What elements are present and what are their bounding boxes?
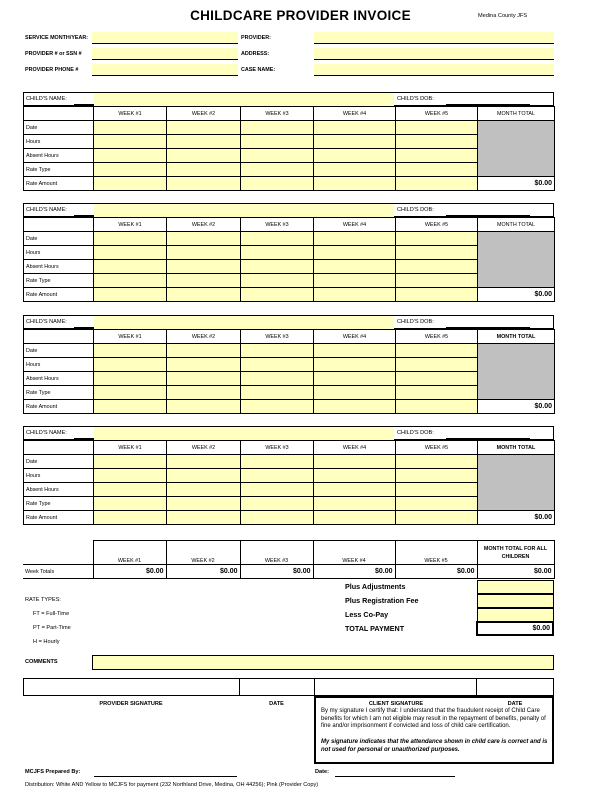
child-name-field[interactable]	[94, 316, 394, 329]
absent-hours-cell[interactable]	[94, 149, 167, 163]
week-4-header: WEEK #4	[314, 218, 396, 232]
row-label-hours: Hours	[24, 135, 94, 149]
rate-type-cell[interactable]	[167, 386, 241, 400]
week-2-header: WEEK #2	[167, 218, 241, 232]
absent-hours-cell[interactable]	[314, 372, 396, 386]
row-label-date: Date	[24, 121, 94, 135]
provider-phone-field[interactable]	[92, 64, 238, 76]
rate-type-cell[interactable]	[94, 386, 167, 400]
child-dob-label: CHILD'S DOB:	[397, 96, 434, 102]
hours-cell[interactable]	[396, 246, 478, 260]
week-5-header: WEEK #5	[396, 441, 478, 455]
week-1-header: WEEK #1	[94, 107, 167, 121]
rate-type-cell[interactable]	[167, 163, 241, 177]
absent-hours-cell[interactable]	[241, 483, 314, 497]
provider-signature-label: PROVIDER SIGNATURE	[99, 701, 163, 707]
child-name-label: CHILD'S NAME:	[26, 207, 67, 213]
hours-cell[interactable]	[94, 358, 167, 372]
child-name-row	[23, 92, 554, 106]
date-cell[interactable]	[167, 344, 241, 358]
signature-row	[23, 678, 554, 696]
week-5-header: WEEK #5	[396, 218, 478, 232]
week-4-total: $0.00	[313, 565, 395, 579]
child-name-field[interactable]	[94, 427, 394, 440]
rate-type-cell[interactable]	[396, 386, 478, 400]
date-cell[interactable]	[167, 121, 241, 135]
child-dob-field[interactable]	[446, 438, 530, 439]
hours-cell[interactable]	[396, 469, 478, 483]
absent-hours-cell[interactable]	[167, 149, 241, 163]
date-cell[interactable]	[167, 232, 241, 246]
rate-amount-cell[interactable]	[167, 400, 241, 414]
month-total-shaded	[478, 232, 555, 288]
rate-type-h: H = Hourly	[33, 639, 60, 645]
week-1-total: $0.00	[93, 565, 166, 579]
address-field[interactable]	[314, 48, 554, 60]
month-total-header: MONTH TOTAL	[478, 330, 555, 344]
certification-bold-text: My signature indicates that the attendance shown in child care is correct and is not used for personal or unauthorized purposes.	[321, 739, 548, 753]
plus-registration-field[interactable]	[477, 594, 554, 608]
row-label-absent-hours: Absent Hours	[24, 149, 94, 163]
prepared-by-field[interactable]	[94, 776, 237, 777]
week-2-header: WEEK #2	[167, 107, 241, 121]
client-signature-label: CLIENT SIGNATURE	[368, 701, 424, 707]
week-3-header: WEEK #3	[241, 107, 314, 121]
rate-amount-cell[interactable]	[94, 511, 167, 525]
date-cell[interactable]	[241, 232, 314, 246]
rate-type-cell[interactable]	[314, 497, 396, 511]
rate-amount-cell[interactable]	[314, 400, 396, 414]
less-copay-field[interactable]	[477, 608, 554, 622]
child-name-field[interactable]	[94, 204, 394, 217]
child-dob-field[interactable]	[446, 215, 530, 216]
row-label-rate-amount: Rate Amount	[24, 288, 94, 302]
rate-amount-cell[interactable]	[396, 177, 478, 191]
month-total-header: MONTH TOTAL	[478, 218, 555, 232]
date-cell[interactable]	[241, 121, 314, 135]
plus-adjustments-field[interactable]	[477, 580, 554, 594]
hours-cell[interactable]	[167, 358, 241, 372]
child-attendance-table	[23, 217, 555, 302]
comments-field[interactable]	[92, 655, 554, 670]
provider-label: PROVIDER:	[241, 35, 271, 41]
all-children-total: $0.00	[477, 565, 554, 579]
hours-cell[interactable]	[314, 469, 396, 483]
totals-week-4-header: WEEK #4	[313, 541, 395, 565]
rate-type-cell[interactable]	[94, 274, 167, 288]
rate-amount-cell[interactable]	[94, 400, 167, 414]
totals-week-2-header: WEEK #2	[166, 541, 240, 565]
total-payment-label: TOTAL PAYMENT	[345, 624, 405, 633]
absent-hours-cell[interactable]	[396, 372, 478, 386]
date-cell[interactable]	[396, 121, 478, 135]
totals-week-5-header: WEEK #5	[395, 541, 477, 565]
hours-cell[interactable]	[167, 135, 241, 149]
child-name-field[interactable]	[94, 93, 394, 106]
row-label-rate-type: Rate Type	[24, 274, 94, 288]
rate-amount-cell[interactable]	[94, 288, 167, 302]
plus-registration-label: Plus Registration Fee	[345, 596, 419, 605]
rate-amount-cell[interactable]	[396, 288, 478, 302]
all-children-total-header: MONTH TOTAL FOR ALL CHILDREN	[477, 541, 554, 565]
row-label-date: Date	[24, 344, 94, 358]
row-label-hours: Hours	[24, 469, 94, 483]
row-label-rate-amount: Rate Amount	[24, 511, 94, 525]
footer-date-label: Date:	[315, 769, 329, 775]
week-2-header: WEEK #2	[167, 330, 241, 344]
month-total-amount: $0.00	[478, 288, 555, 302]
row-label-rate-type: Rate Type	[24, 497, 94, 511]
week-1-header: WEEK #1	[94, 330, 167, 344]
month-total-amount: $0.00	[478, 400, 555, 414]
absent-hours-cell[interactable]	[94, 372, 167, 386]
hours-cell[interactable]	[94, 135, 167, 149]
child-name-row	[23, 203, 554, 217]
hours-cell[interactable]	[396, 358, 478, 372]
child-name-label: CHILD'S NAME:	[26, 319, 67, 325]
hours-cell[interactable]	[241, 469, 314, 483]
absent-hours-cell[interactable]	[314, 483, 396, 497]
date-cell[interactable]	[94, 455, 167, 469]
absent-hours-cell[interactable]	[241, 260, 314, 274]
rate-amount-cell[interactable]	[314, 177, 396, 191]
rate-type-cell[interactable]	[314, 163, 396, 177]
child-dob-field[interactable]	[446, 104, 530, 105]
child-attendance-table	[23, 106, 555, 191]
prepared-by-label: MCJFS Prepared By:	[25, 769, 81, 775]
provider-phone-label: PROVIDER PHONE #	[25, 67, 79, 73]
month-total-amount: $0.00	[478, 177, 555, 191]
row-label-hours: Hours	[24, 246, 94, 260]
hours-cell[interactable]	[94, 469, 167, 483]
child-attendance-table	[23, 329, 555, 414]
date-cell[interactable]	[396, 232, 478, 246]
hours-cell[interactable]	[167, 469, 241, 483]
total-payment-amount: $0.00	[476, 621, 554, 636]
provider-ssn-label: PROVIDER # or SSN #	[25, 51, 82, 57]
child-dob-label: CHILD'S DOB:	[397, 207, 434, 213]
rate-types-title: RATE TYPES:	[25, 597, 61, 603]
absent-hours-cell[interactable]	[167, 260, 241, 274]
absent-hours-cell[interactable]	[314, 260, 396, 274]
absent-hours-cell[interactable]	[94, 483, 167, 497]
date-cell[interactable]	[314, 121, 396, 135]
rate-amount-cell[interactable]	[167, 177, 241, 191]
rate-amount-cell[interactable]	[314, 288, 396, 302]
date-cell[interactable]	[241, 344, 314, 358]
absent-hours-cell[interactable]	[241, 149, 314, 163]
row-label-date: Date	[24, 232, 94, 246]
rate-amount-cell[interactable]	[396, 511, 478, 525]
rate-amount-cell[interactable]	[167, 288, 241, 302]
child-name-row	[23, 426, 554, 440]
hours-cell[interactable]	[241, 358, 314, 372]
hours-cell[interactable]	[167, 246, 241, 260]
week-5-total: $0.00	[395, 565, 477, 579]
week-5-header: WEEK #5	[396, 330, 478, 344]
row-label-hours: Hours	[24, 358, 94, 372]
rate-type-cell[interactable]	[241, 163, 314, 177]
row-label-absent-hours: Absent Hours	[24, 372, 94, 386]
absent-hours-cell[interactable]	[314, 149, 396, 163]
rate-type-cell[interactable]	[396, 163, 478, 177]
rate-type-cell[interactable]	[167, 274, 241, 288]
rate-amount-cell[interactable]	[314, 511, 396, 525]
absent-hours-cell[interactable]	[396, 483, 478, 497]
rate-type-cell[interactable]	[94, 163, 167, 177]
agency-name: Medina County JFS	[478, 13, 528, 19]
rate-type-cell[interactable]	[241, 386, 314, 400]
week-2-total: $0.00	[166, 565, 240, 579]
week-4-header: WEEK #4	[314, 441, 396, 455]
week-3-total: $0.00	[240, 565, 313, 579]
row-label-absent-hours: Absent Hours	[24, 260, 94, 274]
date-cell[interactable]	[396, 455, 478, 469]
comments-label: COMMENTS	[25, 659, 58, 665]
child-name-label: CHILD'S NAME:	[26, 430, 67, 436]
provider-date-label: DATE	[269, 701, 284, 707]
hours-cell[interactable]	[314, 135, 396, 149]
date-cell[interactable]	[314, 232, 396, 246]
rate-amount-cell[interactable]	[241, 511, 314, 525]
rate-type-cell[interactable]	[314, 274, 396, 288]
case-name-field[interactable]	[314, 64, 554, 76]
absent-hours-cell[interactable]	[167, 483, 241, 497]
rate-type-cell[interactable]	[314, 386, 396, 400]
row-label-rate-type: Rate Type	[24, 163, 94, 177]
service-month-label: SERVICE MONTH/YEAR:	[25, 35, 89, 41]
row-label-rate-type: Rate Type	[24, 386, 94, 400]
rate-type-cell[interactable]	[241, 274, 314, 288]
week-2-header: WEEK #2	[167, 441, 241, 455]
provider-field[interactable]	[314, 32, 554, 44]
hours-cell[interactable]	[314, 358, 396, 372]
hours-cell[interactable]	[241, 246, 314, 260]
absent-hours-cell[interactable]	[167, 372, 241, 386]
service-month-field[interactable]	[92, 32, 238, 44]
address-label: ADDRESS:	[241, 51, 270, 57]
month-total-header: MONTH TOTAL	[478, 107, 555, 121]
hours-cell[interactable]	[94, 246, 167, 260]
month-total-shaded	[478, 121, 555, 177]
week-4-header: WEEK #4	[314, 330, 396, 344]
distribution-text: Distribution: White AND Yellow to MCJFS for payment (232 Northland Drive, Medina, OH 44256); Pink (Provider Copy)	[25, 782, 319, 788]
rate-type-pt: PT = Part-Time	[33, 625, 71, 631]
rate-type-cell[interactable]	[396, 497, 478, 511]
week-3-header: WEEK #3	[241, 330, 314, 344]
rate-amount-cell[interactable]	[167, 511, 241, 525]
date-cell[interactable]	[314, 344, 396, 358]
page-title: CHILDCARE PROVIDER INVOICE	[190, 8, 411, 23]
date-cell[interactable]	[94, 121, 167, 135]
week-4-header: WEEK #4	[314, 107, 396, 121]
child-name-label: CHILD'S NAME:	[26, 96, 67, 102]
week-3-header: WEEK #3	[241, 441, 314, 455]
row-label-rate-amount: Rate Amount	[24, 400, 94, 414]
row-label-absent-hours: Absent Hours	[24, 483, 94, 497]
hours-cell[interactable]	[314, 246, 396, 260]
child-dob-field[interactable]	[446, 327, 530, 328]
row-label-date: Date	[24, 455, 94, 469]
less-copay-label: Less Co-Pay	[345, 610, 389, 619]
plus-adjustments-label: Plus Adjustments	[345, 582, 406, 591]
totals-week-1-header: WEEK #1	[93, 541, 166, 565]
absent-hours-cell[interactable]	[241, 372, 314, 386]
month-total-shaded	[478, 455, 555, 511]
week-totals-table	[23, 540, 555, 579]
week-1-header: WEEK #1	[94, 218, 167, 232]
date-cell[interactable]	[314, 455, 396, 469]
date-cell[interactable]	[94, 232, 167, 246]
date-cell[interactable]	[241, 455, 314, 469]
totals-week-3-header: WEEK #3	[240, 541, 313, 565]
rate-amount-cell[interactable]	[396, 400, 478, 414]
date-cell[interactable]	[396, 344, 478, 358]
child-dob-label: CHILD'S DOB:	[397, 319, 434, 325]
case-name-label: CASE NAME:	[241, 67, 276, 73]
row-label-rate-amount: Rate Amount	[24, 177, 94, 191]
rate-type-cell[interactable]	[241, 497, 314, 511]
rate-amount-cell[interactable]	[241, 288, 314, 302]
hours-cell[interactable]	[241, 135, 314, 149]
date-cell[interactable]	[167, 455, 241, 469]
date-cell[interactable]	[94, 344, 167, 358]
week-5-header: WEEK #5	[396, 107, 478, 121]
child-dob-label: CHILD'S DOB:	[397, 430, 434, 436]
rate-type-cell[interactable]	[396, 274, 478, 288]
provider-ssn-field[interactable]	[92, 48, 238, 60]
week-totals-label: Week Totals	[23, 565, 93, 579]
rate-amount-cell[interactable]	[241, 177, 314, 191]
week-3-header: WEEK #3	[241, 218, 314, 232]
rate-amount-cell[interactable]	[241, 400, 314, 414]
certification-text: By my signature I certify that: I understand that the fraudulent receipt of Child Care benefits for which I am not eligible may result in the repayment of benefits, penalty of fine and/or imprisonment if convicted and loss of child care certification.	[321, 708, 546, 730]
rate-type-cell[interactable]	[94, 497, 167, 511]
hours-cell[interactable]	[396, 135, 478, 149]
month-total-header: MONTH TOTAL	[478, 441, 555, 455]
rate-type-cell[interactable]	[167, 497, 241, 511]
absent-hours-cell[interactable]	[396, 260, 478, 274]
month-total-shaded	[478, 344, 555, 400]
footer-date-field[interactable]	[335, 776, 455, 777]
week-1-header: WEEK #1	[94, 441, 167, 455]
absent-hours-cell[interactable]	[94, 260, 167, 274]
child-name-row	[23, 315, 554, 329]
child-attendance-table	[23, 440, 555, 525]
rate-amount-cell[interactable]	[94, 177, 167, 191]
client-date-label: DATE	[507, 701, 523, 707]
rate-type-ft: FT = Full-Time	[33, 611, 70, 617]
month-total-amount: $0.00	[478, 511, 555, 525]
absent-hours-cell[interactable]	[396, 149, 478, 163]
